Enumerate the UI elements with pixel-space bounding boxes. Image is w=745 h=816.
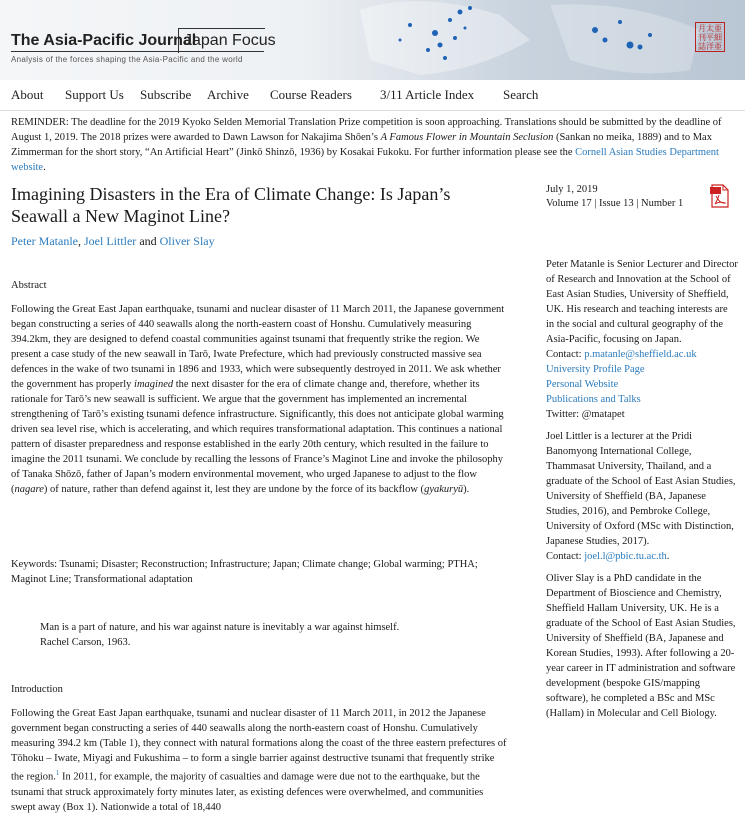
intro-text-1: Following the Great East Japan earthquake, tsunami and nuclear disaster of 11 March 2011, in 2012 the Japanese government began constructing a series of 440 seawalls along the north-eastern coast of Honshu. Cumulatively measuring 394.2 km (Table 1), they connect with natural formations along the coast of the three eastern prefectures of Tōhoku – Iwate, Miyagi and Fukushima – to form a single barrier against destructive tsunami that frequently strike the region. <box>11 708 507 783</box>
publication-info <box>546 183 683 211</box>
abstract-italic-1: imagined <box>134 379 174 390</box>
seal-logo: 月太亜 刊平細 誌洋亜 <box>695 22 725 52</box>
author-link-matanle[interactable]: Peter Matanle <box>11 234 78 248</box>
bio-littler <box>546 429 738 564</box>
author-link-littler[interactable]: Joel Littler <box>83 234 137 248</box>
author-link-slay[interactable]: Oliver Slay <box>159 234 215 248</box>
article-title: Imagining Disasters in the Era of Climate Change: Is Japan’s Seawall a New Maginot Line? <box>11 184 451 226</box>
contact-label: Contact: <box>546 349 585 360</box>
bio-littler-text: Joel Littler is a lecturer at the Pridi Banomyong International College, Thammasat University, Thailand, and a graduate of the School of East Asian Studies, University of Sheffield (BA, Japanese Studies, 2016), and Pembroke College, University of Oxford (MSc with Distinction, Japanese Studies, 2017). <box>546 431 736 547</box>
bio-matanle <box>546 257 738 422</box>
epigraph-quote <box>40 620 500 650</box>
nav-subscribe[interactable]: Subscribe <box>140 87 192 102</box>
author-separator-and: and <box>136 234 160 248</box>
bio-matanle-text: Peter Matanle is Senior Lecturer and Director of Research and Innovation at the School of East Asian Studies, University of Sheffield, UK. His research and teaching interests are in the social and cultural geography of the Asia-Pacific, focusing on Japan. <box>546 259 738 345</box>
abstract-italic-3: gyakuryū <box>424 484 464 495</box>
quote-text: Man is a part of nature, and his war against nature is inevitably a war against himself. <box>40 622 400 633</box>
nav-course-readers[interactable]: Course Readers <box>270 87 352 102</box>
intro-text-2: In 2011, for example, the majority of casualties and damage were due not to the earthquake, but the tsunami that struck approximately forty minutes later, as existing defences were overwhelmed, and communities swept away (Box 1). Nationwide a total of 18,440 <box>11 771 484 813</box>
abstract-text-2: the next disaster for the era of climate change and, therefore, whether its rationale for Tarō’s new seawall is sufficient. We argue that the government has implemented an incremental strengthening of Tarō’s existing tsunami defence infrastructure. Significantly, this does not anticipate global warming driven sea level rise, which is accelerating, and which requires transformational adaptation. This continues a national pattern of disaster preparedness and response established in the early 20th century, which resulted in the failure to imagine the 2011 tsunami. We conclude by recalling the lessons of France’s Maginot Line and invoke the philosophy of Tanaka Shōzō, father of Japan’s modern environmental movement, who urged Japanese to adjust to the flow ( <box>11 379 504 495</box>
quote-source: Rachel Carson, 1963. <box>40 637 131 648</box>
site-tagline: Analysis of the forces shaping the Asia-Pacific and the world <box>11 55 243 64</box>
abstract-italic-2: nagare <box>14 484 44 495</box>
nav-search[interactable]: Search <box>503 87 539 102</box>
keywords: Keywords: Tsunami; Disaster; Reconstruction; Infrastructure; Japan; Climate change; Global warming; PTHA; Maginot Line; Transformational adaptation <box>11 559 478 585</box>
abstract-text-3: ) of nature, rather than defend against it, lest they are undone by the force of its backflow ( <box>43 484 425 495</box>
logo-underline <box>11 51 264 52</box>
site-banner <box>0 0 745 80</box>
nav-about[interactable]: About <box>11 87 44 102</box>
pdf-download-icon[interactable] <box>710 184 730 208</box>
cornell-link[interactable]: Cornell Asian Studies Department website <box>11 147 719 173</box>
abstract-text-4: ). <box>463 484 470 495</box>
reminder-end: . <box>43 162 46 173</box>
world-map-graphic <box>300 0 745 80</box>
email-link-littler[interactable]: joel.l@pbic.tu.ac.th <box>584 551 667 562</box>
reminder-notice <box>11 115 735 175</box>
contact-end: . <box>666 551 670 562</box>
personal-website-link[interactable]: Personal Website <box>546 379 619 390</box>
abstract-heading: Abstract <box>11 280 47 291</box>
bio-slay: Oliver Slay is a PhD candidate in the Department of Bioscience and Chemistry, Sheffield Hallam University, UK. He is a graduate of the School of East Asian Studies, University of Sheffield (BA, Japanese and Korean Studies, 1993). After following a 20-year career in IT administration and software development (bespoke GIS/mapping software), he completed a BSc and MSc (Hallam) in Molecular and Cell Biology. <box>546 573 736 719</box>
reminder-text-2: (Sankan no meika, 1889) and to Max Zimmerman for the short story, “An Artificial Heart” (Jinkō Shinzō, 1936) by Kosakai Fukoku. For further information please see the <box>11 132 712 158</box>
main-nav <box>0 80 745 111</box>
site-logo-title[interactable]: The Asia-Pacific Journal <box>11 32 197 49</box>
publication-date: July 1, 2019 <box>546 184 598 195</box>
university-profile-link[interactable]: University Profile Page <box>546 364 645 375</box>
introduction-heading: Introduction <box>11 684 63 695</box>
email-link-matanle[interactable]: p.matanle@sheffield.ac.uk <box>584 349 697 360</box>
author-separator: , <box>77 234 84 248</box>
reminder-text: REMINDER: The deadline for the 2019 Kyoko Selden Memorial Translation Prize competition is soon approaching. Translations should be submitted by the deadline of August 1, 2019. The 2018 prizes were awarded to Dawn Lawson for Nakajima Shōen’s <box>11 117 722 143</box>
footnote-link[interactable]: 1 <box>55 769 60 777</box>
site-logo-subtitle[interactable]: Japan Focus <box>184 32 276 49</box>
introduction-body <box>11 706 509 815</box>
abstract-body <box>11 302 509 497</box>
author-bios-sidebar <box>546 257 738 728</box>
abstract-text-1: Following the Great East Japan earthquake, tsunami and nuclear disaster of 11 March 2011, the Japanese government began constructing a series of 440 seawalls along the north-eastern coast of Honshu. Cumulatively measuring 394.2km, they are designed to defend coastal communities against tsunami that frequently strike the region. We present a case study of the new seawall in Tarō, Iwate Prefecture, which had previously constructed massive sea defences in the wake of two tsunami in 1896 and 1933, which were subsequently destroyed in 2011. We ask whether the government has properly <box>11 304 505 390</box>
nav-3-11-article-index[interactable]: 3/11 Article Index <box>380 87 475 102</box>
nav-archive[interactable]: Archive <box>207 87 249 102</box>
contact-label-littler: Contact: <box>546 551 585 562</box>
issue-info: Volume 17 | Issue 13 | Number 1 <box>546 198 684 209</box>
publications-talks-link[interactable]: Publications and Talks <box>546 394 641 405</box>
nav-support-us[interactable]: Support Us <box>65 87 124 102</box>
reminder-book-title: A Famous Flower in Mountain Seclusion <box>380 132 554 143</box>
twitter-handle: Twitter: @matapet <box>546 409 625 420</box>
author-list <box>11 234 215 249</box>
